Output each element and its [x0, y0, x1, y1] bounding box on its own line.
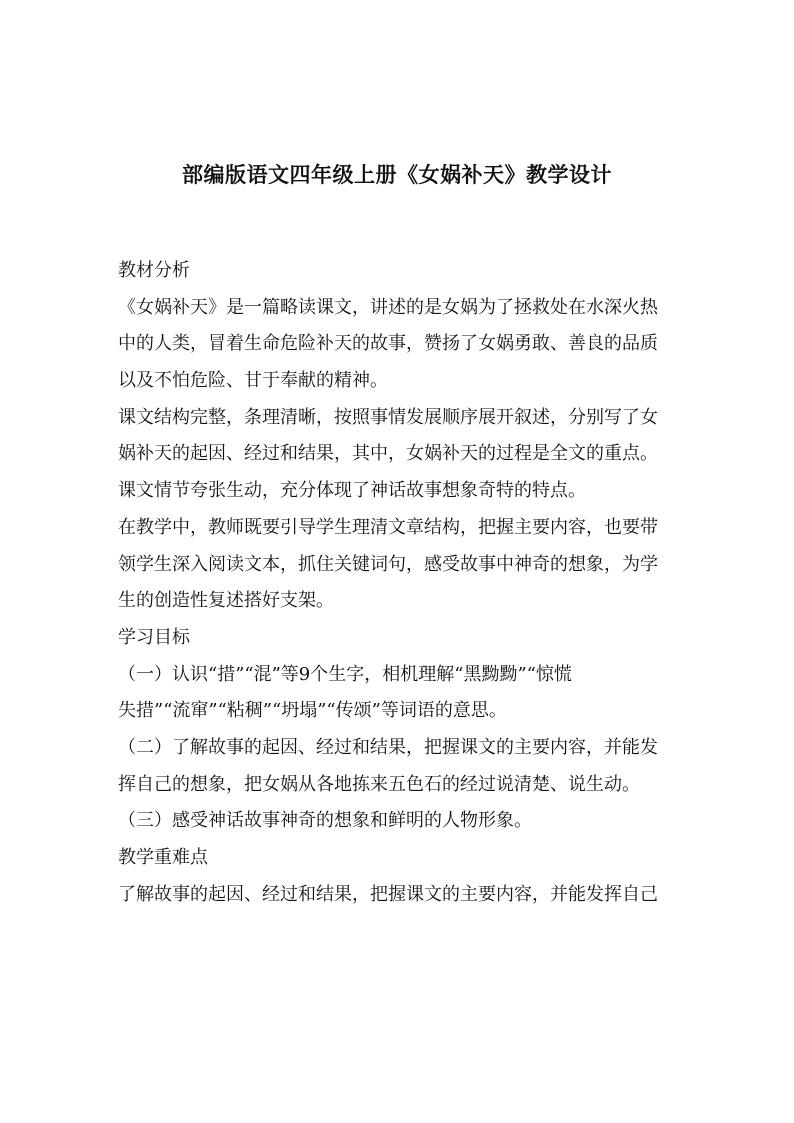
paragraph-line: 生的创造性复述搭好支架。 — [118, 590, 334, 612]
objective-line: （三）感受神话故事神奇的想象和鲜明的人物形象。 — [118, 810, 532, 832]
objective-line: 失措”“流窜”“粘稠”“坍塌”“传颂”等词语的意思。 — [118, 700, 507, 722]
paragraph-line: 以及不怕危险、甘于奉献的精神。 — [118, 370, 388, 392]
paragraph-line: 课文情节夸张生动，充分体现了神话故事想象奇特的特点。 — [118, 480, 586, 502]
objective-line: 挥自己的想象，把女娲从各地拣来五色石的经过说清楚、说生动。 — [118, 773, 640, 795]
document-title: 部编版语文四年级上册《女娲补天》教学设计 — [182, 163, 612, 187]
section-heading-textbook-analysis: 教材分析 — [118, 260, 190, 281]
document-body — [118, 253, 688, 913]
objective-line: （二）了解故事的起因、经过和结果，把握课文的主要内容，并能发 — [118, 736, 658, 758]
paragraph-line: 在教学中，教师既要引导学生理清文章结构，把握主要内容，也要带 — [118, 516, 658, 538]
paragraph-line: 课文结构完整，条理清晰，按照事情发展顺序展开叙述，分别写了女 — [118, 406, 658, 428]
section-heading-learning-objectives: 学习目标 — [118, 626, 190, 648]
paragraph-line: 了解故事的起因、经过和结果，把握课文的主要内容，并能发挥自己 — [118, 883, 658, 905]
objective-line: （一）认识“措”“混”等9个生字，相机理解“黑黝黝”“惊慌 — [118, 663, 572, 685]
paragraph-line: 中的人类，冒着生命危险补天的故事，赞扬了女娲勇敢、善良的品质 — [118, 333, 658, 355]
paragraph-line: 娲补天的起因、经过和结果，其中，女娲补天的过程是全文的重点。 — [118, 443, 658, 465]
section-heading-key-difficulties: 教学重难点 — [118, 847, 208, 868]
paragraph-line: 领学生深入阅读文本，抓住关键词句，感受故事中神奇的想象，为学 — [118, 553, 658, 575]
paragraph-line: 《女娲补天》是一篇略读课文，讲述的是女娲为了拯救处在水深火热 — [118, 296, 658, 318]
